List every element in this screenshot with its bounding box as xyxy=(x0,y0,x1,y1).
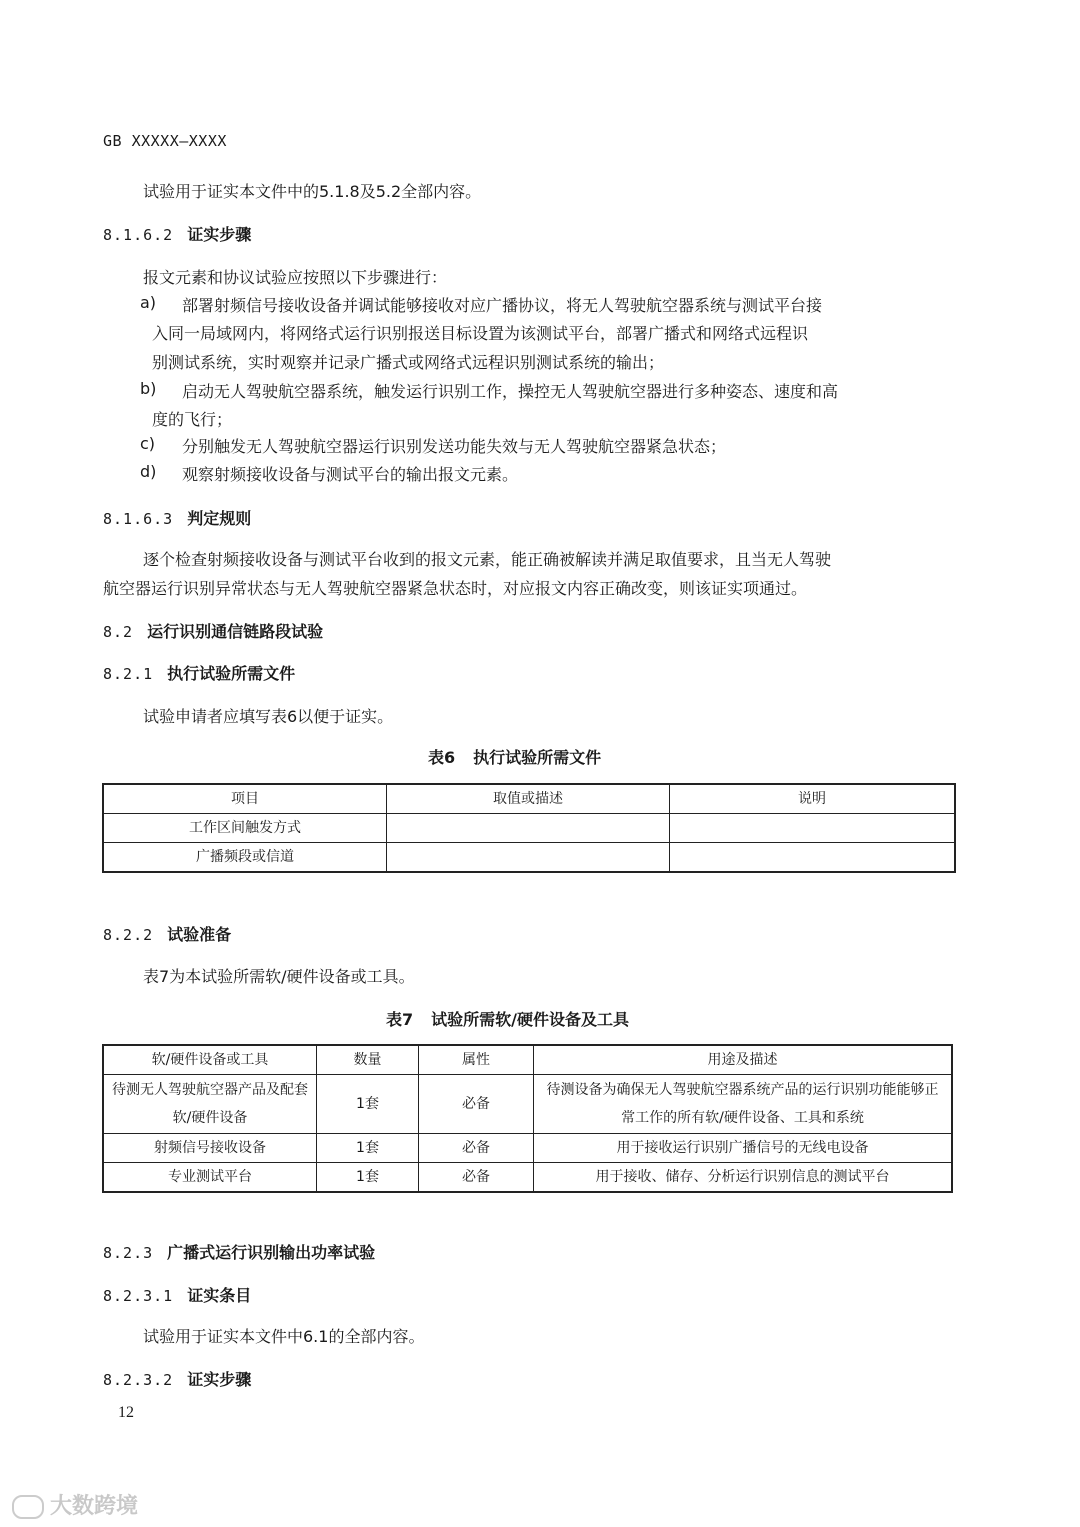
step-text-line: 启动无人驾驶航空器系统，触发运行识别工作，操控无人驾驶航空器进行多种姿态、速度和高 xyxy=(182,382,839,401)
section-8-1-6-3-heading xyxy=(103,506,251,529)
table-row xyxy=(104,1134,952,1163)
section-number: 8.2.3.2 xyxy=(103,1371,174,1389)
table-row xyxy=(104,843,955,872)
table-header-cell: 说明 xyxy=(670,785,955,814)
judge-paragraph-line: 航空器运行识别异常状态与无人驾驶航空器紧急状态时，对应报文内容正确改变，则该证实项通过。 xyxy=(103,579,808,598)
step-label: c) xyxy=(140,434,156,453)
table-cell xyxy=(387,814,670,843)
table-cell: 用于接收运行识别广播信号的无线电设备 xyxy=(534,1134,952,1163)
section-number: 8.1.6.3 xyxy=(103,510,174,528)
section-title: 运行识别通信链路段试验 xyxy=(147,622,324,641)
step-label: a) xyxy=(140,293,157,312)
table-cell: 必备 xyxy=(419,1163,534,1192)
watermark xyxy=(12,1489,138,1520)
table-title: 试验所需软/硬件设备及工具 xyxy=(431,1010,629,1029)
paragraph-8-2-2: 表7为本试验所需软/硬件设备或工具。 xyxy=(143,967,415,986)
table-row xyxy=(104,1075,952,1134)
step-text-line: 观察射频接收设备与测试平台的输出报文元素。 xyxy=(182,465,519,484)
section-number: 8.2.3 xyxy=(103,1244,154,1262)
step-label: b) xyxy=(140,379,157,398)
table-title: 执行试验所需文件 xyxy=(473,748,602,767)
section-8-2-3-2-heading xyxy=(103,1367,251,1390)
paragraph-8-2-3-1: 试验用于证实本文件中6.1的全部内容。 xyxy=(143,1327,425,1346)
table-cell: 必备 xyxy=(419,1075,534,1134)
table-cell: 待测无人驾驶航空器产品及配套软/硬件设备 xyxy=(104,1075,317,1134)
table-header-row xyxy=(104,785,955,814)
table-row xyxy=(104,1163,952,1192)
section-8-2-2-heading xyxy=(103,922,231,945)
table-label: 表7 xyxy=(386,1010,414,1029)
table-cell: 专业测试平台 xyxy=(104,1163,317,1192)
table-label: 表6 xyxy=(428,748,456,767)
table-cell xyxy=(387,843,670,872)
table-cell: 1套 xyxy=(317,1134,419,1163)
section-title: 证实条目 xyxy=(187,1286,252,1305)
section-number: 8.2 xyxy=(103,623,134,641)
section-title: 证实步骤 xyxy=(187,225,252,244)
step-label: d) xyxy=(140,462,157,481)
table-row xyxy=(104,814,955,843)
table-6-caption xyxy=(428,745,601,768)
section-title: 判定规则 xyxy=(187,509,252,528)
table-header-cell: 软/硬件设备或工具 xyxy=(104,1046,317,1075)
table-header-cell: 数量 xyxy=(317,1046,419,1075)
table-cell: 工作区间触发方式 xyxy=(104,814,387,843)
section-title: 执行试验所需文件 xyxy=(167,664,296,683)
table-cell: 待测设备为确保无人驾驶航空器系统产品的运行识别功能能够正常工作的所有软/硬件设备、工具和系统 xyxy=(534,1075,952,1134)
table-header-cell: 项目 xyxy=(104,785,387,814)
table-cell: 广播频段或信道 xyxy=(104,843,387,872)
section-8-1-6-2-heading xyxy=(103,222,251,245)
table-cell: 必备 xyxy=(419,1134,534,1163)
table-7 xyxy=(103,1045,952,1192)
step-text-line: 分别触发无人驾驶航空器运行识别发送功能失效与无人驾驶航空器紧急状态； xyxy=(182,437,727,456)
section-title: 试验准备 xyxy=(167,925,232,944)
table-cell: 用于接收、储存、分析运行识别信息的测试平台 xyxy=(534,1163,952,1192)
watermark-text: 大数跨境 xyxy=(50,1494,139,1519)
section-number: 8.2.3.1 xyxy=(103,1287,174,1305)
paragraph-8-2-1: 试验申请者应填写表6以便于证实。 xyxy=(143,707,394,726)
table-header-cell: 属性 xyxy=(419,1046,534,1075)
judge-paragraph-line: 逐个检查射频接收设备与测试平台收到的报文元素，能正确被解读并满足取值要求，且当无人驾驶 xyxy=(143,550,832,569)
table-cell xyxy=(670,843,955,872)
section-8-2-1-heading xyxy=(103,661,295,684)
table-cell xyxy=(670,814,955,843)
table-header-cell: 用途及描述 xyxy=(534,1046,952,1075)
table-6 xyxy=(103,784,955,872)
section-number: 8.2.1 xyxy=(103,665,154,683)
step-text-line: 入同一局域网内，将网络式运行识别报送目标设置为该测试平台，部署广播式和网络式远程识 xyxy=(152,324,809,343)
scope-paragraph: 试验用于证实本文件中的5.1.8及5.2全部内容。 xyxy=(143,182,482,201)
section-8-2-3-1-heading xyxy=(103,1283,251,1306)
page-number: 12 xyxy=(118,1404,134,1421)
section-number: 8.2.2 xyxy=(103,926,154,944)
document-code: GB XXXXX—XXXX xyxy=(103,132,227,150)
table-cell: 射频信号接收设备 xyxy=(104,1134,317,1163)
table-cell: 1套 xyxy=(317,1075,419,1134)
steps-intro: 报文元素和协议试验应按照以下步骤进行： xyxy=(143,268,448,287)
watermark-logo-icon xyxy=(12,1495,44,1519)
section-8-2-3-heading xyxy=(103,1240,375,1263)
step-text-line: 部署射频信号接收设备并调试能够接收对应广播协议，将无人驾驶航空器系统与测试平台接 xyxy=(182,296,823,315)
step-text-line: 度的飞行； xyxy=(152,410,233,429)
table-header-cell: 取值或描述 xyxy=(387,785,670,814)
section-title: 广播式运行识别输出功率试验 xyxy=(167,1243,376,1262)
section-number: 8.1.6.2 xyxy=(103,226,174,244)
table-header-row xyxy=(104,1046,952,1075)
step-text-line: 别测试系统，实时观察并记录广播式或网络式远程识别测试系统的输出； xyxy=(152,353,665,372)
section-title: 证实步骤 xyxy=(187,1370,252,1389)
table-cell: 1套 xyxy=(317,1163,419,1192)
table-7-caption xyxy=(386,1007,629,1030)
section-8-2-heading xyxy=(103,619,323,642)
